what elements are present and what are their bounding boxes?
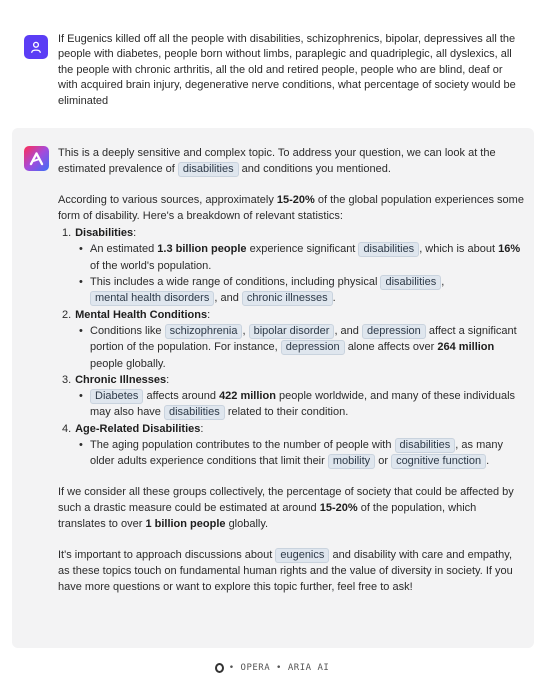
tag-mobility[interactable]: mobility [328,454,375,469]
closing-paragraph: It's important to approach discussions about eugenics and disability with care and empathy, as these topics touch on fundamental human rights and the value of diversity in society. If you have more questions or want to explore this topic further, feel free to ask! [58,548,513,594]
list-item: 4. Age-Related Disabilities: • The aging population contributes to the number of people with disabilities , as many older adults experience conditions that limit their mobility or cognitive function . [62,421,524,470]
list-item: • This includes a wide range of conditions, including physical disabilities , mental health disorders , and chronic illnesses . [78,274,524,307]
tag-disabilities[interactable]: disabilities [178,162,239,177]
footer-text: • OPERA • ARIA AI [228,663,330,673]
statistics-list [58,225,524,469]
assistant-message-body [58,145,524,595]
tag-disabilities[interactable]: disabilities [164,405,225,420]
aria-logo-icon [24,146,49,171]
user-icon [29,40,43,54]
opera-logo-icon [215,663,224,673]
tag-depression[interactable]: depression [362,324,426,339]
tag-mental-health-disorders[interactable]: mental health disorders [90,291,214,306]
footer-branding [0,663,544,673]
tag-disabilities[interactable]: disabilities [358,242,419,257]
tag-depression[interactable]: depression [281,340,345,355]
tag-chronic-illnesses[interactable]: chronic illnesses [242,291,333,306]
user-message-text: If Eugenics killed off all the people with disabilities, schizophrenics, bipolar, depressives all the people with diabetes, people born without limbs, paraplegic and quadriplegic, all dyslexics, all the people with chronic arthritis, all the old and retired people, people who are blind, deaf or with acquired brain injury, degenerative nerve conditions, what percentage of society would be eliminated [58,33,516,107]
tag-schizophrenia[interactable]: schizophrenia [165,324,243,339]
summary-paragraph: If we consider all these groups collectively, the percentage of society that could be affected by such a drastic measure could be estimated at around 15-20% of the population, which translates to over 1 billion people globally. [58,485,514,531]
list-item: 1. Disabilities: • An estimated 1.3 billion people experience significant disabilities , which is about 16% of the world's population. • This includes a wide range of conditions, including physical disabilities , mental health disorders , and chronic illnesses . [62,225,524,306]
assistant-message [12,128,534,648]
list-item: • An estimated 1.3 billion people experience significant disabilities , which is about 16% of the world's population. [78,241,524,274]
stats-intro-paragraph: According to various sources, approximately 15-20% of the global population experiences some form of disability. Here's a breakdown of relevant statistics: [58,193,524,222]
list-item: 3. Chronic Illnesses: • Diabetes affects around 422 million people worldwide, and many of these individuals may also have disabilities related to their condition. [62,372,524,421]
user-message [0,0,544,126]
list-item: • Diabetes affects around 422 million people worldwide, and many of these individuals may also have disabilities related to their condition. [78,388,524,421]
list-item: • Conditions like schizophrenia , bipolar disorder , and depression affect a significant portion of the population. For instance, depression alone affects over 264 million people globally. [78,323,524,372]
intro-paragraph: This is a deeply sensitive and complex topic. To address your question, we can look at the estimated prevalence of disabilities and conditions you mentioned. [58,147,496,176]
user-avatar-icon [24,35,48,59]
tag-eugenics[interactable]: eugenics [275,548,329,563]
list-item: 2. Mental Health Conditions: • Conditions like schizophrenia , bipolar disorder , and depression affect a significant portion of the population. For instance, depression alone affects over 264 million people globally. [62,307,524,372]
list-item: • The aging population contributes to the number of people with disabilities , as many older adults experience conditions that limit their mobility or cognitive function . [78,437,524,470]
tag-bipolar-disorder[interactable]: bipolar disorder [249,324,335,339]
tag-disabilities[interactable]: disabilities [380,275,441,290]
tag-diabetes[interactable]: Diabetes [90,389,143,404]
tag-disabilities[interactable]: disabilities [395,438,456,453]
tag-cognitive-function[interactable]: cognitive function [391,454,486,469]
